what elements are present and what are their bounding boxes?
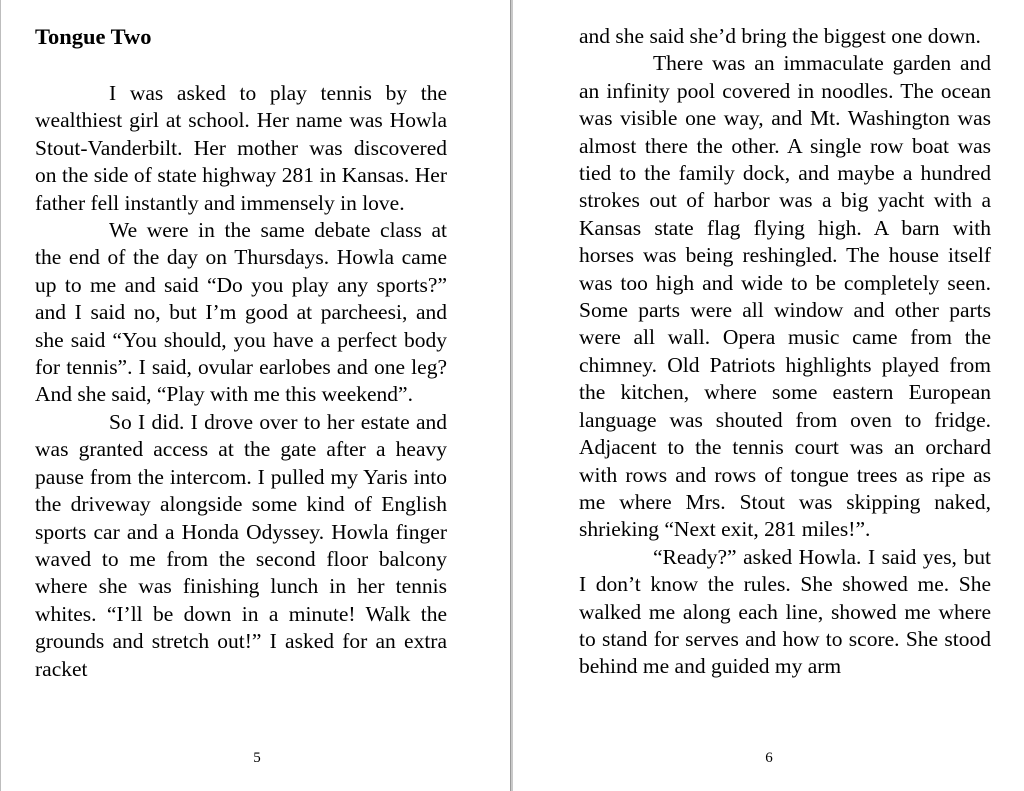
paragraph: We were in the same debate class at the end of the day on Thursdays. Howla came up to me and said “Do you play any sports?” and I said no, but I’m good at parcheesi, and she said “You should, you have a perfect body for tennis”. I said, ovular earlobes and one leg? And she said, “Play with me this weekend”. [35,218,447,407]
right-page [513,0,1024,791]
paragraph: There was an immaculate garden and an infinity pool covered in noodles. The ocean was visible one way, and Mt. Washington was almost there the other. A single row boat was tied to the family dock, and maybe a hundred strokes out of harbor was a big yacht with a Kansas state flag flying high. A barn with horses was being reshingled. The house itself was too high and wide to be completely seen. Some parts were all window and other parts were all wall. Opera music came from the chimney. Old Patriots highlights played from the kitchen, where some eastern European language was shouted from oven to fridge. Adjacent to the tennis court was an orchard with rows and rows of tongue trees as ripe as me where Mrs. Stout was skipping naked, shrieking “Next exit, 281 miles!”. [579,51,991,542]
paragraph: “Ready?” asked Howla. I said yes, but I don’t know the rules. She showed me. She walked me along each line, showed me where to stand for serves and how to score. She stood behind me and guided my arm [579,544,991,679]
chapter-title: Tongue Two [35,24,152,49]
left-page-body [35,80,447,683]
page-number: 5 [253,750,261,766]
left-page [0,0,511,791]
paragraph: So I did. I drove over to her estate and was granted access at the gate after a heavy pause from the intercom. I pulled my Yaris into the driveway alongside some kind of English sports car and a Honda Odyssey. Howla finger waved to me from the second floor balcony where she was finishing lunch in her tennis whites. “I’ll be down in a minute! Walk the grounds and stretch out!” I asked for an extra racket [35,409,447,681]
paragraph: and she said she’d bring the biggest one down. [579,24,981,48]
right-page-body [579,23,991,681]
paragraph: I was asked to play tennis by the wealthiest girl at school. Her name was Howla Stout-Vanderbilt. Her mother was discovered on the side of state highway 281 in Kansas. Her father fell instantly and immensely in love. [35,81,447,215]
page-number: 6 [765,750,773,766]
